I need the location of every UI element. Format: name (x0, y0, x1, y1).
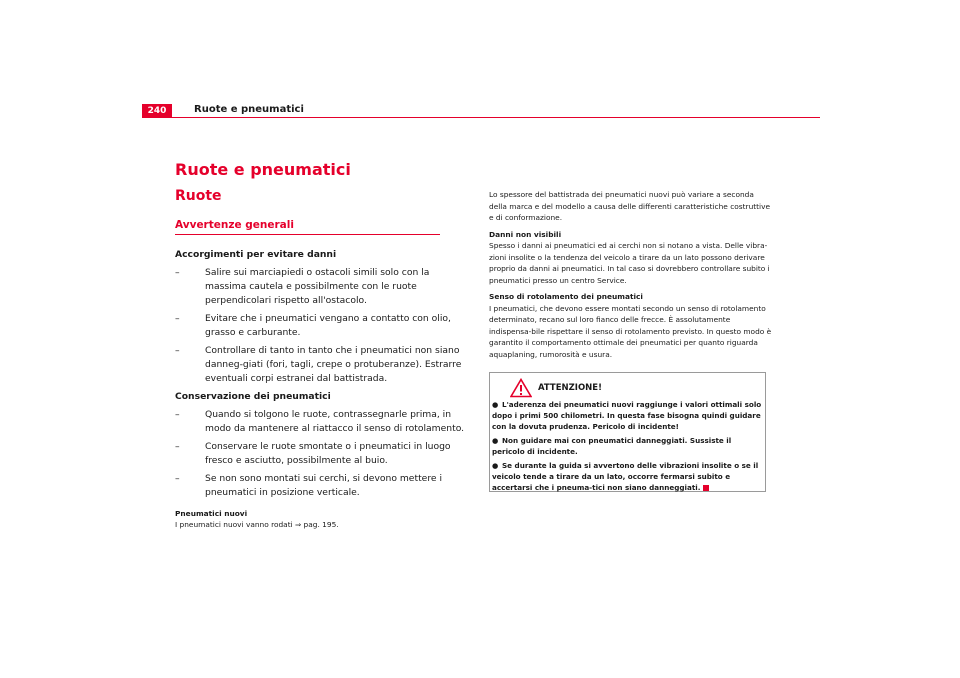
running-header: Ruote e pneumatici (194, 104, 304, 115)
page-number: 240 (142, 104, 172, 118)
list-item: – Salire sui marciapiedi o ostacoli simili solo con la massima cautela e possibilmente con le ruote perpendicolari rispetto all'ostacolo. (175, 267, 430, 306)
warning-item: ● L'aderenza dei pneumatici nuovi raggiunge i valori ottimali solo dopo i primi 500 chilometri. In questa fase bisogna quindi guidare con la dovuta prudenza. Pericolo di incidente! (492, 400, 762, 431)
warning-body (492, 399, 762, 496)
paragraph-danni: Spesso i danni ai pneumatici ed ai cerchi non si notano a vista. Delle vibra-zioni insolite o la tendenza del veicolo a tirare da un lato possono derivare proprio da danni ai pneumatici. In tal caso si dovrebbero controllare subito i pneumatici presso un centro Service. (489, 241, 770, 285)
right-column (489, 189, 774, 365)
list-item: – Se non sono montati sui cerchi, si devono mettere i pneumatici in posizione verticale. (175, 473, 443, 498)
heading-conservazione: Conservazione dei pneumatici (175, 391, 331, 402)
left-column (175, 244, 465, 530)
warning-box (489, 372, 766, 492)
warning-title: ATTENZIONE! (538, 383, 602, 393)
warning-item: ● Non guidare mai con pneumatici danneggiati. Sussiste il pericolo di incidente. (492, 436, 732, 456)
warning-triangle-icon (510, 378, 532, 398)
paragraph-pneumatici-nuovi: I pneumatici nuovi vanno rodati ⇒ pag. 195. (175, 520, 339, 529)
heading-senso: Senso di rotolamento dei pneumatici (489, 292, 643, 301)
header-rule (142, 117, 820, 118)
heading-accorgimenti: Accorgimenti per evitare danni (175, 249, 337, 260)
list-item: – Controllare di tanto in tanto che i pneumatici non siano danneg-giati (fori, tagli, crepe o protuberanze). Estrarre eventuali corpi estranei dal battistrada. (175, 345, 462, 384)
paragraph-spessore: Lo spessore del battistrada dei pneumatici nuovi può variare a seconda della marca e del modello a causa delle differenti caratteristiche costruttive e di conformazione. (489, 190, 771, 222)
list-item: – Evitare che i pneumatici vengano a contatto con olio, grasso e carburante. (175, 313, 451, 338)
subsection-title: Avvertenze generali (175, 219, 294, 231)
list-item: – Quando si tolgono le ruote, contrassegnarle prima, in modo da mantenere al riattacco il senso di rotolamento. (175, 409, 465, 434)
paragraph-senso: I pneumatici, che devono essere montati secondo un senso di rotolamento determinato, recano sul loro fianco delle frecce. È assolutamente indispensa-bile rispettare il senso di rotolamento previsto. In questo modo è garantito il comportamento ottimale dei pneumatici per quanto riguarda aquaplaning, rumorosità e usura. (489, 303, 772, 359)
section-title: Ruote (175, 188, 222, 204)
heading-danni: Danni non visibili (489, 229, 562, 239)
end-of-section-mark (703, 485, 709, 491)
warning-item: ● Se durante la guida si avvertono delle vibrazioni insolite o se il veicolo tende a tirare da un lato, occorre fermarsi subito e accertarsi che i pneuma-tici non siano danneggiati. (492, 461, 759, 492)
subsection-rule (175, 234, 440, 235)
heading-pneumatici-nuovi: Pneumatici nuovi (175, 509, 248, 518)
chapter-title: Ruote e pneumatici (175, 160, 351, 179)
warning-header (510, 377, 602, 399)
list-item: – Conservare le ruote smontate o i pneumatici in luogo fresco e asciutto, possibilmente al buio. (175, 441, 451, 466)
